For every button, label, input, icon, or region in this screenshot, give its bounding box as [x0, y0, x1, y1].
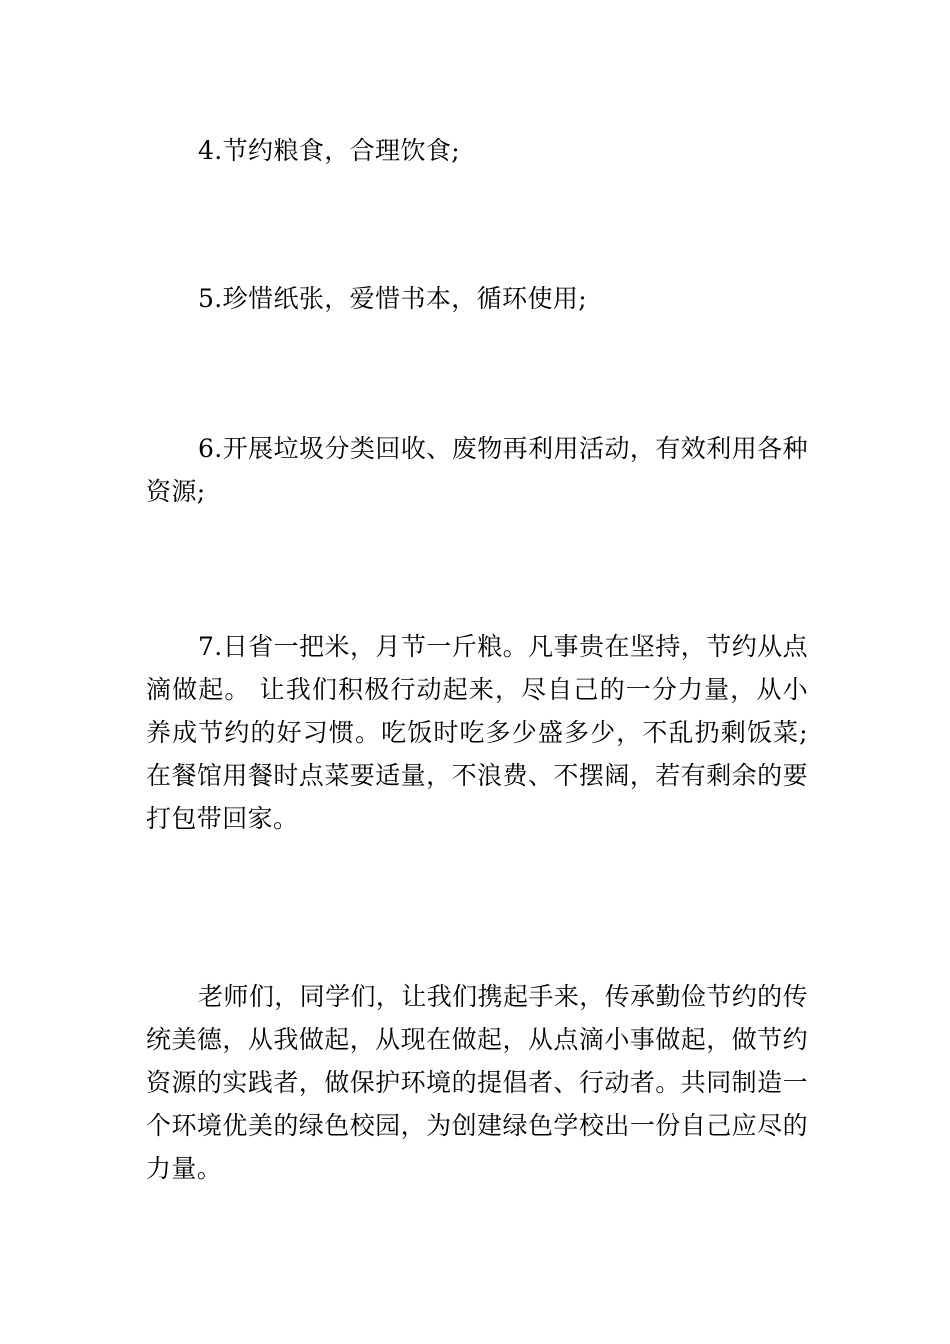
list-item-6: 6.开展垃圾分类回收、废物再利用活动，有效利用各种资源; — [146, 434, 808, 506]
list-item-5: 5.珍惜纸张，爱惜书本，循环使用; — [198, 284, 588, 313]
closing-paragraph: 老师们，同学们，让我们携起手来，传承勤俭节约的传统美德，从我做起，从现在做起，从点滴小事做起，做节约资源的实践者，做保护环境的提倡者、行动者。共同制造一个环境优美的绿色校园，为创建绿色学校出一份自己应尽的力量。 — [146, 982, 808, 1183]
list-item-4: 4.节约粮食，合理饮食; — [198, 136, 461, 165]
list-item-7: 7.日省一把米，月节一斤粮。凡事贵在坚持，节约从点滴做起。 让我们积极行动起来，尽自己的一分力量，从小养成节约的好习惯。吃饭时吃多少盛多少，不乱扔剩饭菜;在餐馆用餐时点菜要适量，不浪费、不摆阔，若有剩余的要打包带回家。 — [146, 632, 808, 833]
